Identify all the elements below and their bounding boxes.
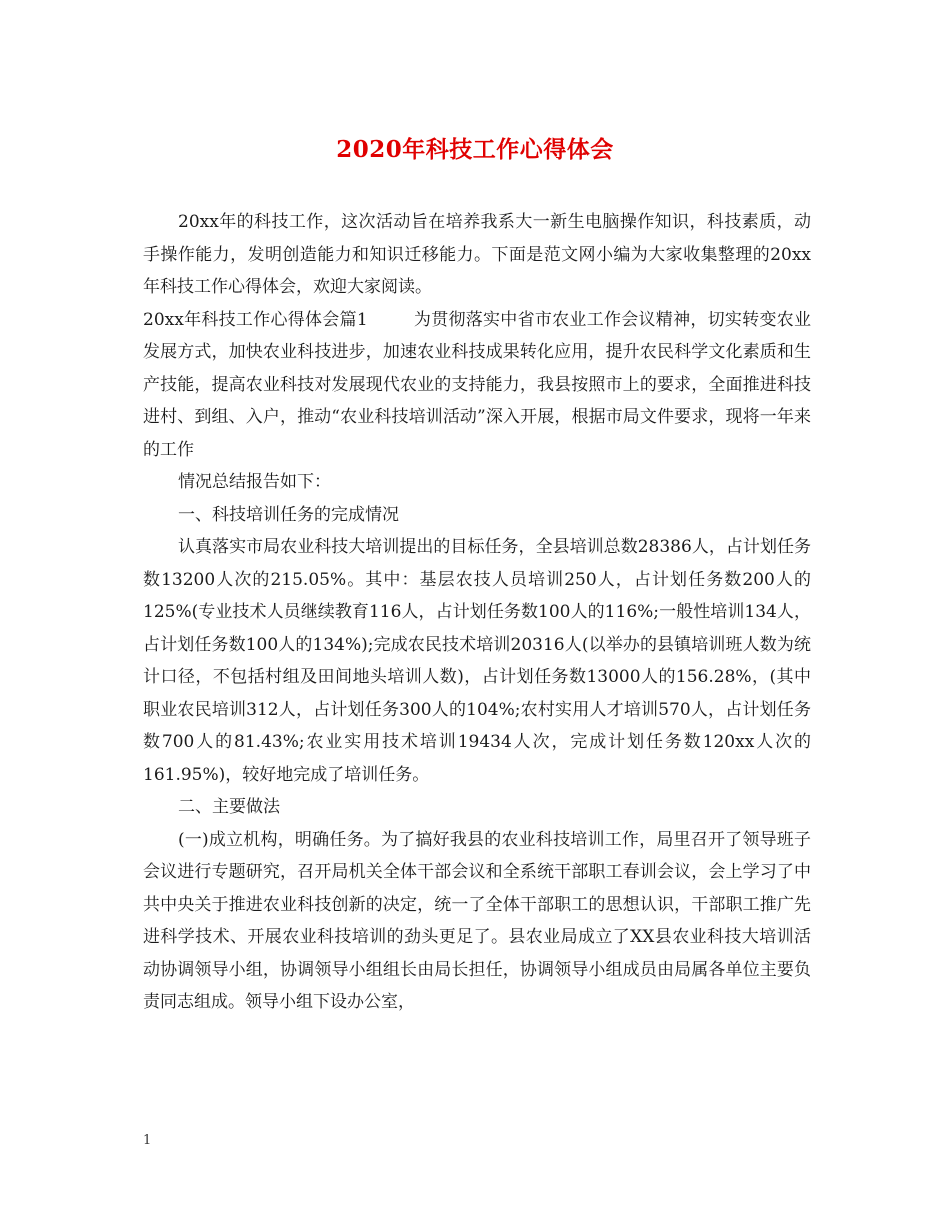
heading-main-practices: 二、主要做法 [178, 797, 280, 817]
page-title: 2020年科技工作心得体会 [336, 136, 614, 163]
page-number: 1 [143, 1133, 152, 1148]
section-text: 为贯彻落实中省市农业工作会议精神，切实转变农业发展方式，加快农业科技进步，加速农业科技成果转化应用，提升农民科学文化素质和生产技能，提高农业科技对发展现代农业的支持能力，我县按照市上的要求，全面推进科技进村、到组、入户，推动“农业科技培训活动”深入开展，根据市局文件要求，现将一年来的工作 [143, 309, 811, 460]
summary-line: 情况总结报告如下： [178, 472, 331, 492]
intro-paragraph: 20xx年的科技工作，这次活动旨在培养我系大一新生电脑操作知识，科技素质，动手操作能力，发明创造能力和知识迁移能力。下面是范文网小编为大家收集整理的20xx年科技工作心得体会，欢迎大家阅读。 [143, 212, 811, 297]
training-statistics-paragraph: 认真落实市局农业科技大培训提出的目标任务，全县培训总数28386人，占计划任务数13200人次的215.05%。其中：基层农技人员培训250人，占计划任务数200人的125%(专业技术人员继续教育116人，占计划任务数100人的116%;一般性培训134人，占计划任务数100人的134%);完成农民技术培训20316人(以举办的县镇培训班人数为统计口径，不包括村组及田间地头培训人数)，占计划任务数13000人的156.28%，(其中职业农民培训312人，占计划任务300人的104%;农村实用人才培训570人，占计划任务数700人的81.43%;农业实用技术培训19434人次，完成计划任务数120xx人次的161.95%)，较好地完成了培训任务。 [143, 537, 811, 785]
document-body [143, 206, 811, 1019]
heading-training-completion: 一、科技培训任务的完成情况 [178, 504, 399, 525]
section-paragraph [143, 304, 811, 467]
section-heading: 20xx年科技工作心得体会篇1 [143, 309, 368, 330]
organization-paragraph: (一)成立机构，明确任务。为了搞好我县的农业科技培训工作，局里召开了领导班子会议进行专题研究，召开局机关全体干部会议和全系统干部职工春训会议，会上学习了中共中央关于推进农业科技创新的决定，统一了全体干部职工的思想认识，干部职工推广先进科学技术、开展农业科技培训的劲头更足了。县农业局成立了XX县农业科技大培训活动协调领导小组，协调领导小组组长由局长担任，协调领导小组成员由局属各单位主要负责同志组成。领导小组下设办公室， [143, 829, 811, 1012]
